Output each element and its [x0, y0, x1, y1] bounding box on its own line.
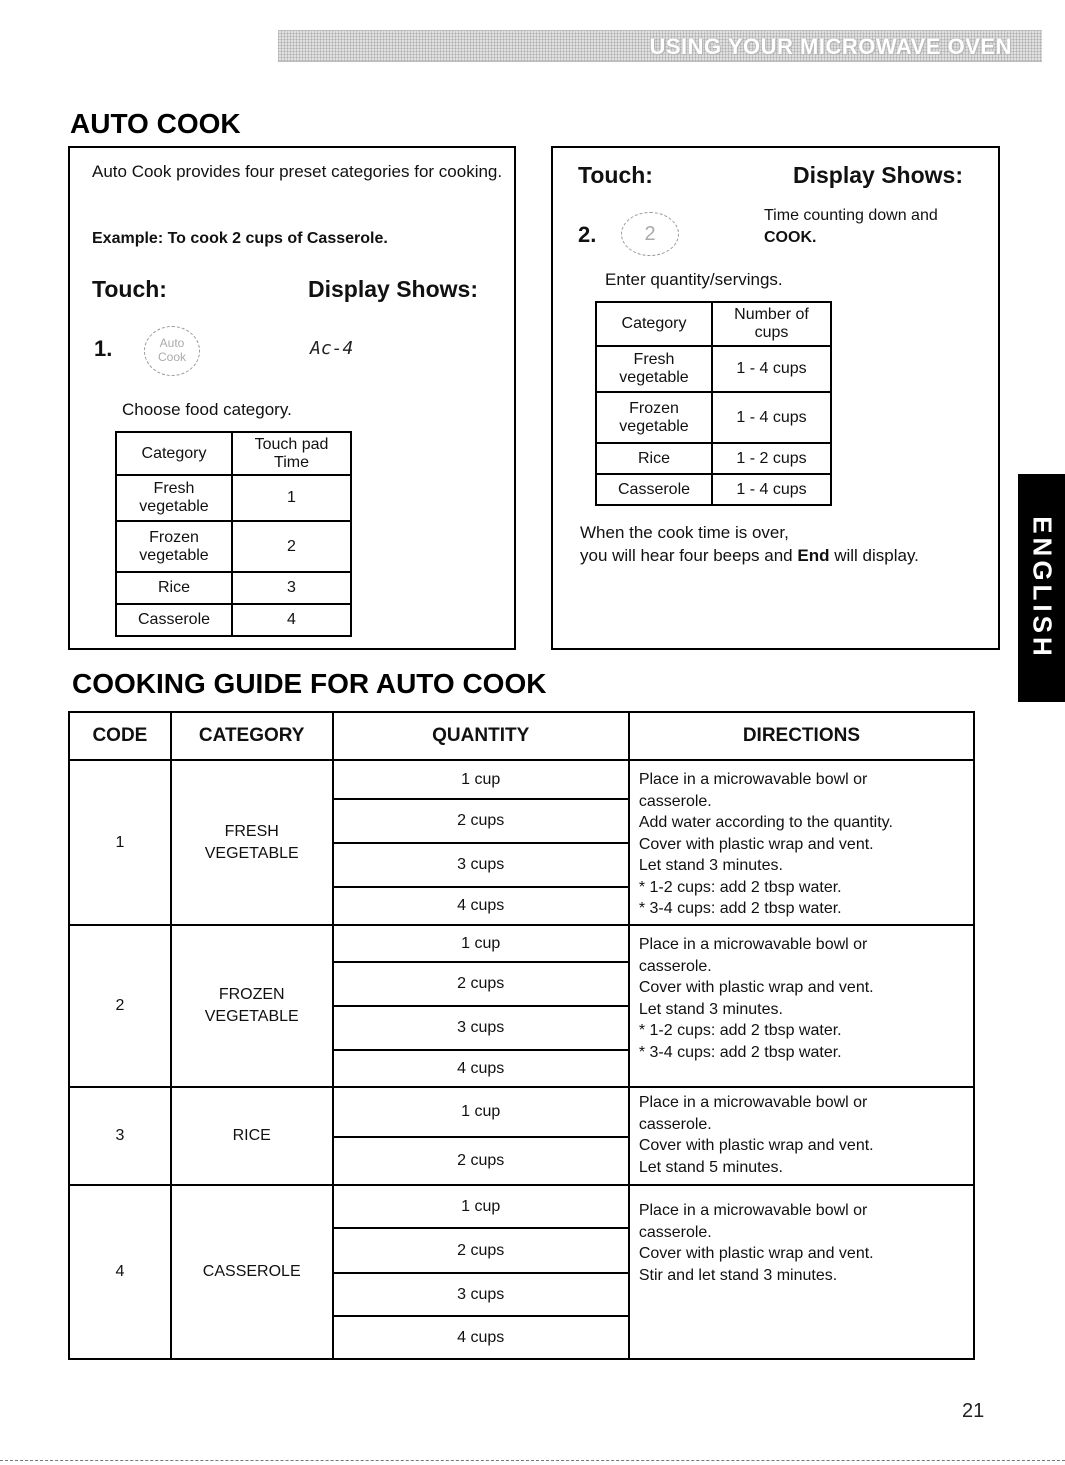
end-note-pre: you will hear four beeps and [580, 546, 798, 565]
table-header: Category [116, 432, 232, 475]
code-cell: 1 [69, 760, 171, 925]
quantity-cell: 1 cup [333, 1185, 629, 1228]
quantity-cell: 3 cups [333, 843, 629, 887]
directions-cell: Place in a microwavable bowl or casserole. Cover with plastic wrap and vent. Stir and let stand 3 minutes. [629, 1185, 974, 1359]
table-header: Touch pad Time [232, 432, 351, 475]
table-cell: 1 - 4 cups [712, 392, 831, 443]
category-cell: FRESH VEGETABLE [171, 760, 333, 925]
step1-number: 1. [94, 336, 113, 361]
code-cell: 3 [69, 1087, 171, 1185]
code-cell: 4 [69, 1185, 171, 1359]
table-cell: Rice [596, 443, 712, 474]
directions-cell: Place in a microwavable bowl or casserole. Cover with plastic wrap and vent. Let stand 5 minutes. [629, 1087, 974, 1185]
table-cell: Casserole [596, 474, 712, 505]
auto-cook-title: AUTO COOK [70, 108, 241, 139]
column-header-quantity: QUANTITY [333, 712, 629, 760]
step2-instruction: Enter quantity/servings. [605, 270, 783, 289]
quantity-cell: 3 cups [333, 1006, 629, 1050]
table-cell: Fresh vegetable [116, 475, 232, 521]
auto-cook-pad-label: Auto Cook [157, 336, 186, 364]
table-row [69, 1185, 974, 1228]
table-cell: 4 [232, 604, 351, 636]
quantity-cell: 4 cups [333, 1316, 629, 1359]
cooking-guide-table [68, 711, 975, 1360]
end-note-line2 [580, 546, 919, 566]
table-cell: Casserole [116, 604, 232, 636]
auto-cook-step1-box [68, 146, 516, 650]
cooking-guide-title: COOKING GUIDE FOR AUTO COOK [72, 668, 547, 699]
category-cell: CASSEROLE [171, 1185, 333, 1359]
touch-heading: Touch: [578, 162, 653, 188]
table-cell: Rice [116, 572, 232, 604]
quantity-cell: 4 cups [333, 887, 629, 925]
auto-cook-step2-box [551, 146, 1000, 650]
step2-display-line2: COOK. [764, 229, 817, 246]
banner-title: USING YOUR MICROWAVE OVEN [649, 34, 1012, 59]
end-note-bold: End [797, 546, 830, 565]
table-cell: 1 - 4 cups [712, 474, 831, 505]
table-cell: 1 [232, 475, 351, 521]
step2-display-line1: Time counting down and [764, 207, 938, 224]
quantity-cell: 3 cups [333, 1273, 629, 1316]
end-note-post: will display. [829, 546, 919, 565]
table-cell: 3 [232, 572, 351, 604]
table-cell: Frozen vegetable [596, 392, 712, 443]
table-cell: 2 [232, 521, 351, 572]
quantity-cell: 4 cups [333, 1050, 629, 1087]
table-cell: Fresh vegetable [596, 346, 712, 392]
quantity-cell: 2 cups [333, 962, 629, 1006]
step2-number: 2. [578, 222, 597, 247]
display-heading: Display Shows: [793, 162, 963, 188]
quantity-cell: 1 cup [333, 925, 629, 962]
category-cell: FROZEN VEGETABLE [171, 925, 333, 1087]
auto-cook-example: Example: To cook 2 cups of Casserole. [92, 230, 388, 247]
table-cell: 1 - 2 cups [712, 443, 831, 474]
table-header: Category [596, 302, 712, 346]
quantity-cell: 1 cup [333, 760, 629, 799]
auto-cook-intro: Auto Cook provides four preset categories for cooking. [92, 162, 503, 181]
end-note-line1: When the cook time is over, [580, 523, 789, 542]
code-cell: 2 [69, 925, 171, 1087]
quantity-cell: 2 cups [333, 1228, 629, 1273]
directions-cell: Place in a microwavable bowl or casserole. Add water according to the quantity. Cover with plastic wrap and vent. Let stand 3 minutes. * 1-2 cups: add 2 tbsp water. * 3-4 cups: add 2 tbsp water. [629, 760, 974, 925]
number-pad-label: 2 [644, 223, 656, 245]
quantity-cell: 1 cup [333, 1087, 629, 1137]
side-tab-label: ENGLISH [1027, 516, 1057, 660]
number-2-pad-icon [621, 212, 679, 256]
step2-quantity-table [595, 301, 832, 506]
table-cell: Frozen vegetable [116, 521, 232, 572]
table-row [69, 925, 974, 962]
auto-cook-pad-icon [144, 326, 200, 376]
column-header-category: CATEGORY [171, 712, 333, 760]
page-number: 21 [962, 1400, 985, 1422]
display-heading: Display Shows: [308, 276, 478, 302]
directions-cell: Place in a microwavable bowl or casserole. Cover with plastic wrap and vent. Let stand 3 minutes. * 1-2 cups: add 2 tbsp water. * 3-4 cups: add 2 tbsp water. [629, 925, 974, 1087]
header-banner [278, 30, 1042, 62]
column-header-code: CODE [69, 712, 171, 760]
language-side-tab [1018, 474, 1065, 702]
table-row [69, 1087, 974, 1137]
column-header-directions: DIRECTIONS [629, 712, 974, 760]
bottom-rule [0, 1460, 1065, 1461]
step1-display-code: Ac-4 [310, 338, 354, 359]
table-header: Number of cups [712, 302, 831, 346]
step1-category-table [115, 431, 352, 637]
table-cell: 1 - 4 cups [712, 346, 831, 392]
table-row [69, 760, 974, 799]
quantity-cell: 2 cups [333, 1137, 629, 1185]
quantity-cell: 2 cups [333, 799, 629, 843]
touch-heading: Touch: [92, 276, 167, 302]
step1-instruction: Choose food category. [122, 400, 292, 419]
category-cell: RICE [171, 1087, 333, 1185]
